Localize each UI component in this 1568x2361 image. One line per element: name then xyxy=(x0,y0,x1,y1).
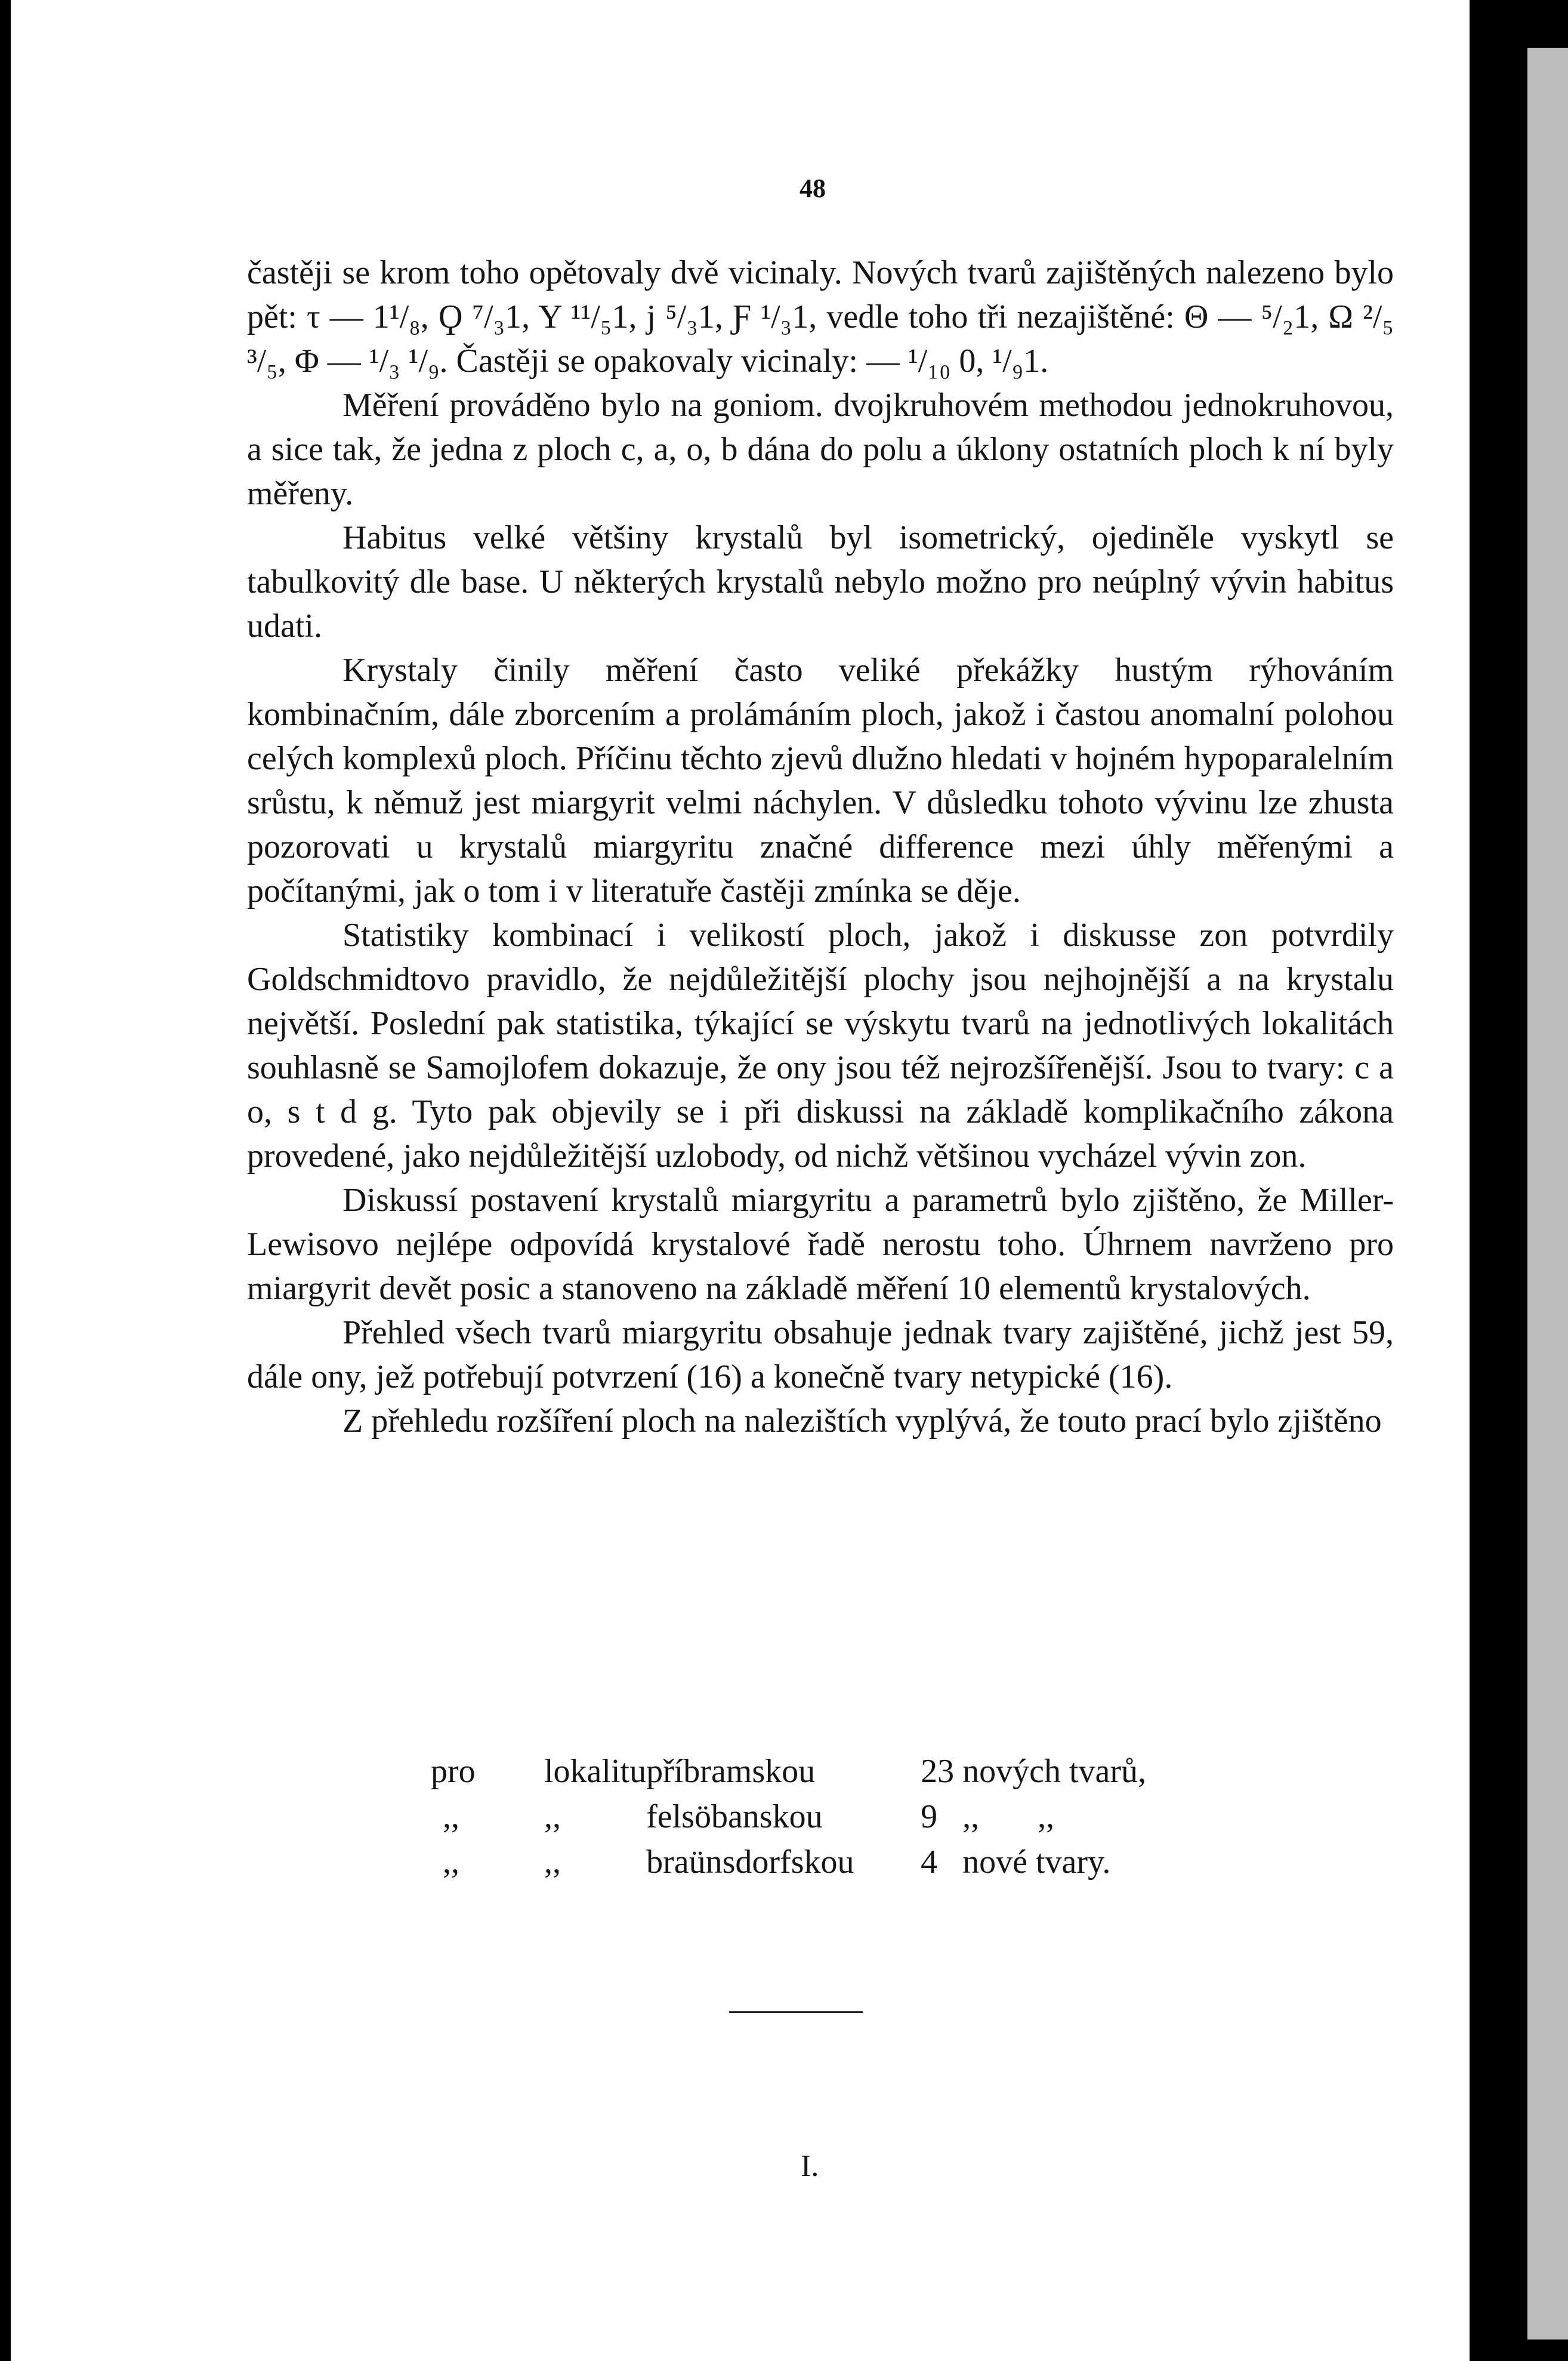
locality-count: 23 xyxy=(921,1753,955,1790)
table-row xyxy=(431,1749,1146,1794)
locality-name: felsöbanskou xyxy=(646,1798,823,1835)
locality-label: nové tvary. xyxy=(962,1844,1111,1881)
locality-prefix: ,, xyxy=(443,1798,459,1835)
locality-count: 4 xyxy=(921,1844,938,1881)
paragraph-4: Krystaly činily měření často veliké překážky hustým rýhováním kombinačním, dále zborcením a prolámáním ploch, jakož i častou anomalní polohou celých komplexů ploch. Příčinu těchto zjevů dlužno hledati v hojném hypoparalelním srůstu, k němuž jest miargyrit velmi náchylen. V důsledku tohoto vývinu lze zhusta pozorovati u krystalů miargyritu značné difference mezi úhly měřenými a počítanými, jak o tom i v literatuře častěji zmínka se děje. xyxy=(247,652,1394,910)
table-row xyxy=(431,1839,1146,1885)
locality-label: ,, ,, xyxy=(962,1798,1055,1835)
locality-count: 9 xyxy=(921,1798,938,1835)
locality-word: ,, xyxy=(544,1844,561,1881)
paragraph-6: Diskussí postavení krystalů miargyritu a parametrů bylo zjištěno, že Miller-Lewisovo nejlépe odpovídá krystalové řadě nerostu toho. Úhrnem navrženo pro miargyrit devět posic a stanoveno na základě měření 10 elementů krystalových. xyxy=(247,1182,1394,1307)
locality-label: nových tvarů, xyxy=(962,1753,1147,1790)
locality-word: lokalitu xyxy=(544,1753,647,1790)
divider-rule xyxy=(729,2011,863,2013)
locality-name: braünsdorfskou xyxy=(646,1844,854,1881)
locality-prefix: pro xyxy=(431,1753,476,1790)
paragraph-8: Z přehledu rozšíření ploch na nalezištích vyplývá, že touto prací bylo zjištěno xyxy=(342,1403,1382,1440)
paragraph-7: Přehled všech tvarů miargyritu obsahuje jednak tvary zajištěné, jichž jest 59, dále ony, jež potřebují potvrzení (16) a konečně tvary netypické (16). xyxy=(247,1314,1394,1395)
body-text xyxy=(247,251,1394,1443)
paragraph-5: Statistiky kombinací i velikostí ploch, jakož i diskusse zon potvrdily Goldschmidtovo pravidlo, že nejdůležitější plochy jsou nejhojnější a na krystalu největší. Poslední pak statistika, týkající se výskytu tvarů na jednotlivých lokalitách souhlasně se Samojlofem dokazuje, že ony jsou též nejrozšířenější. Jsou to tvary: c a o, s t d g. Tyto pak objevily se i při diskussi na základě komplikačního zákona provedené, jako nejdůležitější uzlobody, od nichž většinou vycházel vývin zon. xyxy=(247,917,1394,1175)
paragraph-1: častěji se krom toho opětovaly dvě vicinaly. Nových tvarů zajištěných nalezeno bylo pět: τ — 1¹/₈, Ϙ ⁷/₃1, Υ ¹¹/₅1, j ⁵/₃1, Ƒ ¹/₃1, vedle toho tři nezajištěné: Θ — ⁵/₂1, Ω ²/₅ ³/₅, Φ — ¹/₃ ¹/₉. Častěji se opakovaly vicinaly: — ¹/₁₀ 0, ¹/₉1. xyxy=(247,254,1394,380)
paragraph-2: Měření prováděno bylo na goniom. dvojkruhovém methodou jednokruhovou, a sice tak, že jedna z ploch c, a, o, b dána do polu a úklony ostatních ploch k ní byly měřeny. xyxy=(247,387,1394,512)
locality-prefix: ,, xyxy=(443,1844,459,1881)
page-number: 48 xyxy=(800,174,826,203)
table-row xyxy=(431,1794,1146,1839)
locality-name: příbramskou xyxy=(646,1753,816,1790)
locality-word: ,, xyxy=(544,1798,561,1835)
signature-mark: I. xyxy=(801,2149,819,2183)
paragraph-3: Habitus velké většiny krystalů byl isometrický, ojediněle vyskytl se tabulkovitý dle base. U některých krystalů nebylo možno pro neúplný vývin habitus udati. xyxy=(247,519,1394,645)
adjacent-page-edge xyxy=(1527,48,1568,2340)
locality-table xyxy=(431,1749,1146,1885)
